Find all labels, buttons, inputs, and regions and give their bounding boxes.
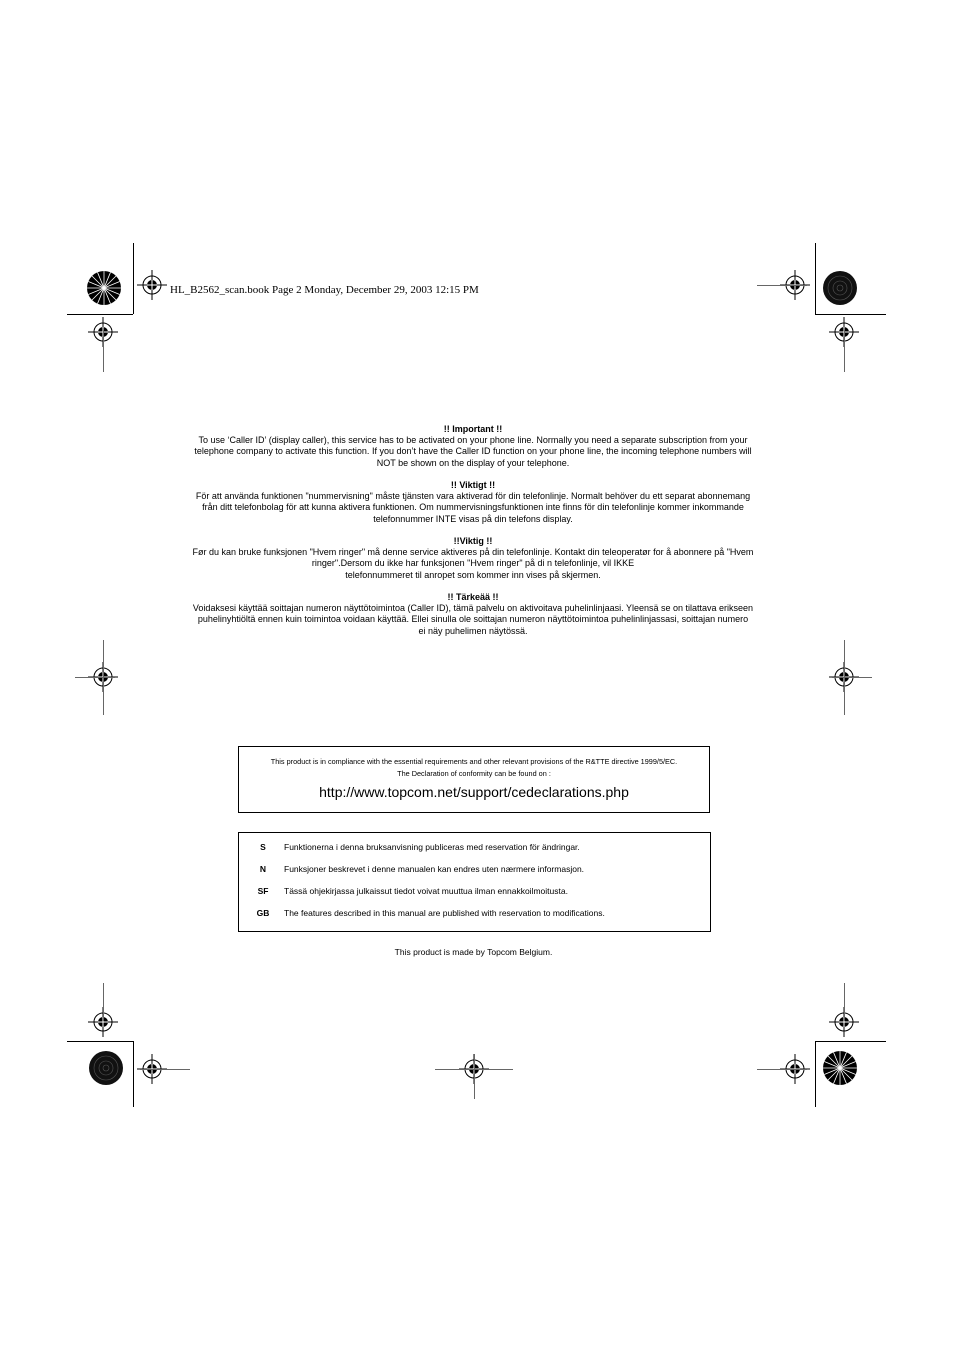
notice-english <box>176 424 770 469</box>
starburst-target-icon <box>822 1050 858 1086</box>
language-code: S <box>260 842 266 852</box>
compliance-box <box>238 746 710 813</box>
crop-mark <box>815 1041 886 1042</box>
notice-line: Voidaksesi käyttää soittajan numeron näyttötoimintoa (Caller ID), tämä palvelu on aktivoitava puhelinlinjaasi. Yleensä se on tilattava erikseen <box>192 603 754 614</box>
crop-mark <box>815 1041 816 1107</box>
starburst-target-icon <box>88 1050 124 1086</box>
language-code: SF <box>257 886 269 896</box>
crop-mark <box>474 1054 475 1099</box>
crop-mark <box>844 330 845 372</box>
crop-mark <box>133 1041 134 1107</box>
registration-mark-icon <box>137 270 167 300</box>
print-slug: HL_B2562_scan.book Page 2 Monday, December 29, 2003 12:15 PM <box>170 284 479 296</box>
notice-heading: !! Viktigt !! <box>450 480 496 490</box>
reservations-box <box>238 832 711 932</box>
crop-mark <box>815 314 886 315</box>
made-by-text: This product is made by Topcom Belgium. <box>394 947 553 957</box>
reservation-text: Funksjoner beskrevet i denne manualen kan endres uten nærmere informasjon. <box>284 864 585 874</box>
language-code: N <box>259 864 267 874</box>
crop-mark <box>140 1069 190 1070</box>
notice-line: telefonnummer INTE visas på din telefons display. <box>373 513 573 524</box>
reservation-text: Funktionerna i denna bruksanvisning publiceras med reservation för ändringar. <box>284 842 580 852</box>
notice-line: Før du kan bruke funksjonen "Hvem ringer" må denne service aktiveres på din telefonlinje. Kontakt din teleoperatør for å abonnere på "Hvem <box>192 547 754 558</box>
notice-swedish <box>176 480 770 525</box>
crop-mark <box>103 983 104 1021</box>
language-code: GB <box>256 908 270 918</box>
reservation-text: The features described in this manual are published with reservation to modifications. <box>284 908 605 918</box>
compliance-text <box>239 756 709 780</box>
notice-finnish <box>176 592 770 637</box>
compliance-line: This product is in compliance with the essential requirements and other relevant provisions of the R&TTE directive 1999/5/EC. <box>270 757 678 766</box>
crop-mark <box>815 243 816 314</box>
notice-heading: !!Viktig !! <box>453 536 493 546</box>
crop-mark <box>844 640 845 715</box>
crop-mark <box>103 640 104 715</box>
starburst-target-icon <box>86 270 122 306</box>
crop-mark <box>757 1069 807 1070</box>
crop-mark <box>75 677 115 678</box>
notice-line: NOT be shown on the display of your telephone. <box>376 457 570 468</box>
declaration-link[interactable]: http://www.topcom.net/support/cedeclarations.php <box>319 784 629 800</box>
notice-line: ei näy puhelimen näytössä. <box>418 625 528 636</box>
starburst-target-icon <box>822 270 858 306</box>
notice-line: För att använda funktionen "nummervisning" måste tjänsten vara aktiverad för din telefonlinje. Normalt behöver du ett separat abonnemang <box>195 491 751 502</box>
compliance-line: The Declaration of conformity can be found on : <box>397 769 551 778</box>
notice-line: från ditt telefonbolag för att kunna aktivera funktionen. Om nummervisningsfunktionen inte finns för din telefonlinje kommer inkommande <box>202 502 744 513</box>
notice-heading: !! Tärkeää !! <box>447 592 499 602</box>
crop-mark <box>67 314 133 315</box>
notice-line: To use ‘Caller ID’ (display caller), this service has to be activated on your phone line. Normally you need a separate subscription from your <box>198 435 748 446</box>
notice-line: puhelinyhtiöltä ennen kuin toimintoa voidaan käyttää. Ellei sinulla ole soittajan numeron näyttötoimintoa puhelinlinjassasi, soittajan numero <box>197 614 749 625</box>
reservation-text: Tässä ohjekirjassa julkaissut tiedot voivat muuttua ilman ennakkoilmoitusta. <box>284 886 568 896</box>
crop-mark <box>67 1041 133 1042</box>
crop-mark <box>133 243 134 314</box>
notice-line: telefonnummeret til anropet som kommer inn vises på skjermen. <box>345 569 601 580</box>
notice-heading: !! Important !! <box>443 424 503 434</box>
notice-line: telephone company to activate this function. If you don’t have the Caller ID function on your phone line, the incoming telephone numbers will <box>194 446 752 457</box>
notice-line: ringer".Dersom du ikke har funksjonen "Hvem ringer" på di n telefonlinje, vil IKKE <box>311 558 635 569</box>
notice-norwegian <box>176 536 770 581</box>
crop-mark <box>757 285 807 286</box>
crop-mark <box>832 677 872 678</box>
crop-mark <box>844 983 845 1021</box>
crop-mark <box>103 330 104 372</box>
